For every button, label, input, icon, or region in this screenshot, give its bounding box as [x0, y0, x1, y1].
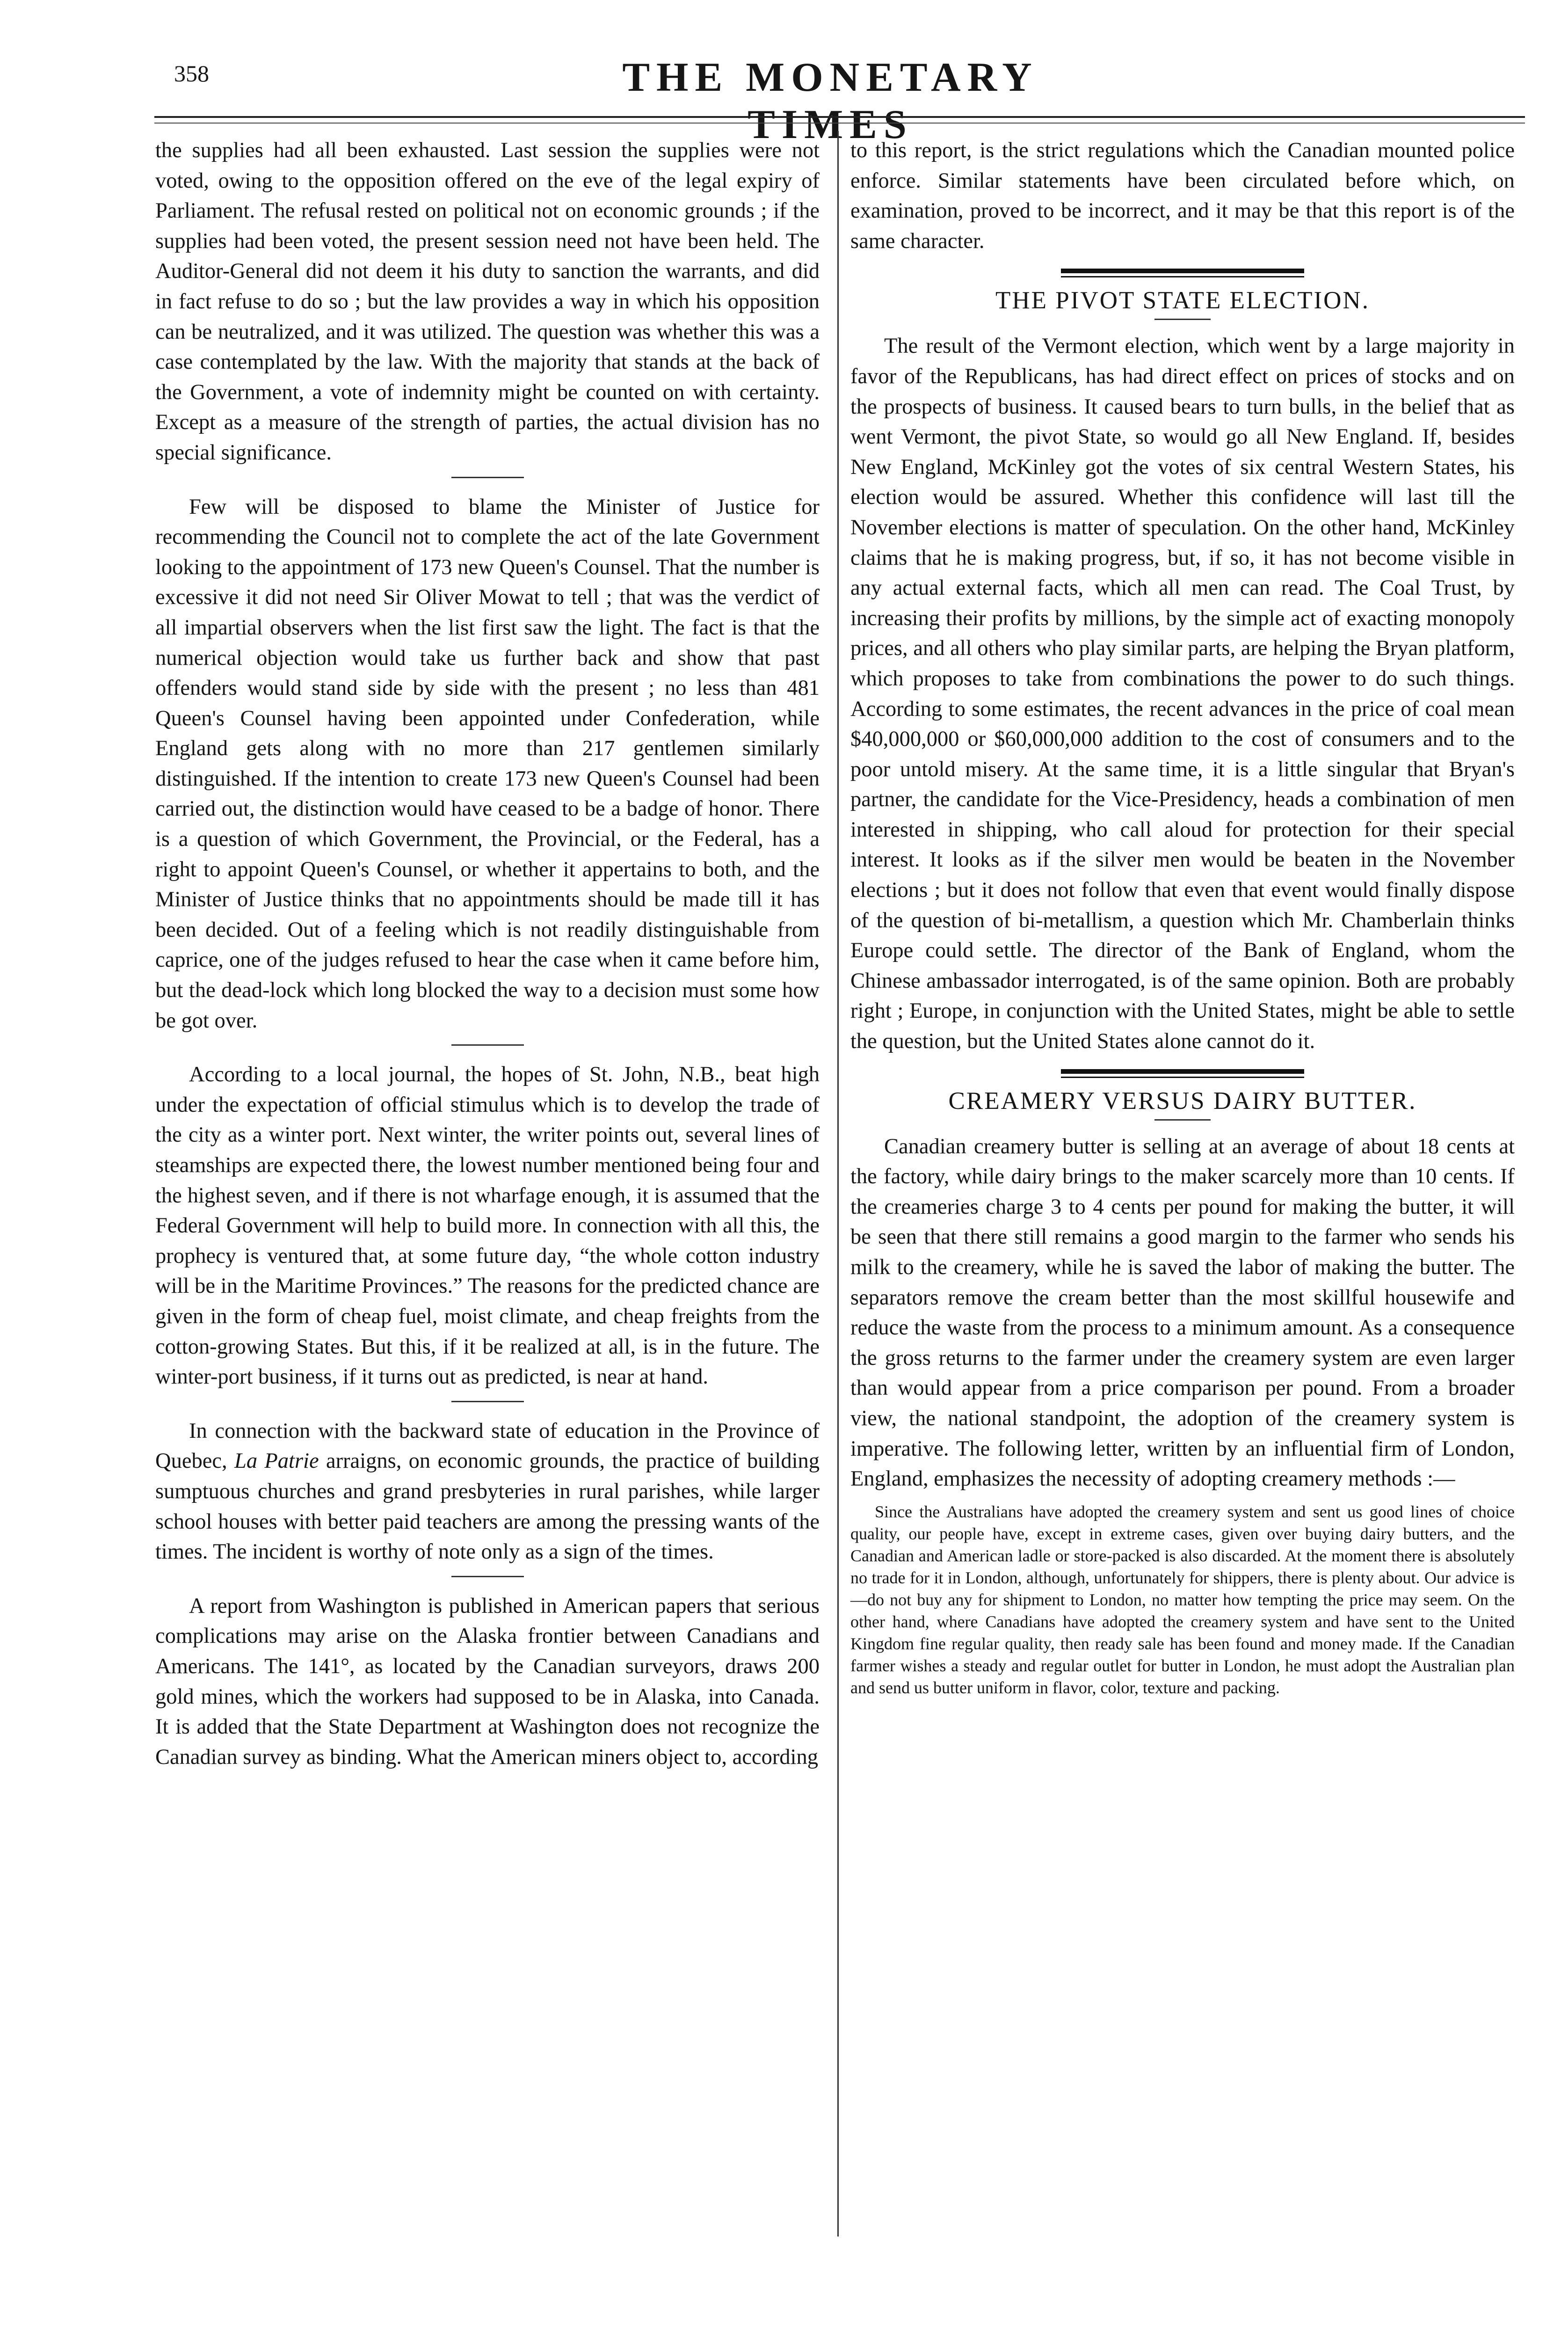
article-paragraph: Canadian creamery butter is selling at an average of about 18 cents at the factory, while dairy brings to the maker scarcely more than 10 cents. If the creameries charge 3 to 4 cents per pound for making the butter, it will be seen that there still remains a good margin to the farmer who sends his milk to the creamery, while he is saved the labor of making the butter. The separators remove the cream better than the most skillful housewife and reduce the waste from the process to a minimum amount. As a consequence the gross returns to the farmer under the creamery system are even larger than would appear from a price comparison per pound. From a broader view, the national standpoint, the adoption of the creamery system is imperative. The following letter, written by an influential firm of London, England, emphasizes the necessity of adopting creamery methods :—	[850, 1134, 1515, 1491]
section-heading: THE PIVOT STATE ELECTION.	[995, 287, 1370, 314]
article-paragraph	[155, 1416, 820, 1567]
right-column	[850, 136, 1515, 1699]
text-run: In connection with the backward state of education in the Province of Quebec,	[155, 1419, 820, 1473]
separator-rule	[451, 477, 524, 478]
article-paragraph: A report from Washington is published in American papers that serious complications may arise on the Alaska frontier between Canadians and Americans. The 141°, as located by the Canadian surveyors, draws 200 gold mines, which the workers had supposed to be in Alaska, into Canada. It is added that the State Department at Washington does not recognize the Canadian survey as binding. What the American miners object to, according	[155, 1594, 820, 1769]
header-rule-thin	[154, 123, 1525, 124]
separator-rule	[451, 1576, 524, 1577]
separator-rule	[451, 1401, 524, 1402]
section-heading: CREAMERY VERSUS DAIRY BUTTER.	[948, 1087, 1417, 1115]
separator-rule	[451, 1044, 524, 1046]
column-divider	[837, 131, 839, 2236]
masthead-title: THE MONETARY TIMES	[622, 55, 1038, 147]
header-rule	[154, 116, 1525, 118]
headline-double-rule	[1061, 1069, 1304, 1078]
heading-underline	[1154, 319, 1211, 320]
heading-underline	[1154, 1119, 1211, 1121]
quoted-letter: Since the Australians have adopted the creamery system and sent us good lines of choice quality, our people have, except in extreme cases, given over buying dairy butters, and the Canadian and American ladle or store-packed is also discarded. At the moment there is absolutely no trade for it in London, although, unfortunately for shippers, there is plenty about. Our advice is—do not buy any for shipment to London, no matter how tempting the price may seem. On the other hand, where Canadians have adopted the creamery system and have sent to the United Kingdom fine regular quality, then ready sale has been found and money made. If the Canadian farmer wishes a steady and regular outlet for butter in London, he must adopt the Australian plan and send us butter uniform in flavor, color, texture and packing.	[850, 1502, 1515, 1697]
left-column	[155, 136, 820, 1772]
article-paragraph: Few will be disposed to blame the Minister of Justice for recommending the Council not to complete the act of the late Government looking to the appointment of 173 new Queen's Counsel. That the number is excessive it did not need Sir Oliver Mowat to tell ; that was the verdict of all impartial observers when the list first saw the light. The fact is that the numerical objection would take us further back and show that past offenders would stand side by side with the present ; no less than 481 Queen's Counsel having been appointed under Confederation, while England gets along with no more than 217 gentlemen similarly distinguished. If the intention to create 173 new Queen's Counsel had been carried out, the distinction would have ceased to be a badge of honor. There is a question of which Government, the Provincial, or the Federal, has a right to appoint Queen's Counsel, or whether it appertains to both, and the Minister of Justice thinks that no appointments should be made till it has been decided. Out of a feeling which is not readily distinguishable from caprice, one of the judges refused to hear the case when it came before him, but the dead-lock which long blocked the way to a decision must some how be got over.	[155, 495, 820, 1033]
page-number: 358	[174, 60, 209, 87]
newspaper-name: La Patrie	[234, 1449, 319, 1473]
article-paragraph: According to a local journal, the hopes of St. John, N.B., beat high under the expectation of official stimulus which is to develop the trade of the city as a winter port. Next winter, the writer points out, several lines of steamships are expected there, the lowest number mentioned being four and the highest seven, and if there is not wharfage enough, it is assumed that the Federal Government will help to build more. In connection with all this, the prophecy is ventured that, at some future day, “the whole cotton industry will be in the Maritime Provinces.” The reasons for the predicted chance are given in the form of cheap fuel, moist climate, and cheap freights from the cotton-growing States. But this, if it be realized at all, is in the future. The winter-port business, if it turns out as predicted, is near at hand.	[155, 1063, 820, 1389]
article-paragraph: the supplies had all been exhausted. Last session the supplies were not voted, owing to the opposition offered on the eve of the legal expiry of Parliament. The refusal rested on political not on economic grounds ; if the supplies had been voted, the present session need not have been held. The Auditor-General did not deem it his duty to sanction the warrants, and did in fact refuse to do so ; but the law provides a way in which his opposition can be neutralized, and it was utilized. The question was whether this was a case contemplated by the law. With the majority that stands at the back of the Government, a vote of indemnity might be counted on with certainty. Except as a measure of the strength of parties, the actual division has no special significance.	[155, 138, 820, 465]
headline-double-rule	[1061, 269, 1304, 277]
article-paragraph: The result of the Vermont election, which went by a large majority in favor of the Republicans, has had direct effect on prices of stocks and on the prospects of business. It caused bears to turn bulls, in the belief that as went Vermont, the pivot State, so would go all New England. If, besides New England, McKinley got the votes of six central Western States, his election would be assured. Whether this confidence will last till the November elections is matter of speculation. On the other hand, McKinley claims that he is making progress, but, if so, it has not become visible in any actual external facts, which all men can read. The Coal Trust, by increasing their profits by millions, by the simple act of exacting monopoly prices, and all others who play similar parts, are helping the Bryan platform, which proposes to take from combinations the power to do such things. According to some estimates, the recent advances in the price of coal mean $40,000,000 or $60,000,000 addition to the cost of consumers and to the poor untold misery. At the same time, it is a little singular that Bryan's partner, the candidate for the Vice-Presidency, heads a combination of men interested in shipping, who call aloud for protection for their special interest. It looks as if the silver men would be beaten in the November elections ; but it does not follow that even that event would finally dispose of the question of bi-metallism, a question which Mr. Chamberlain thinks Europe could settle. The director of the Bank of England, whom the Chinese ambassador interrogated, is of the same opinion. Both are probably right ; Europe, in conjunction with the United States, might be able to settle the question, but the United States alone cannot do it.	[850, 334, 1515, 1054]
text-run: arraigns, on economic grounds, the practice of building sumptuous churches and grand presbyteries in rural parishes, while larger school houses with better paid teachers are among the pressing wants of the times. The incident is worthy of note only as a sign of the times.	[155, 1449, 820, 1564]
article-paragraph: to this report, is the strict regulations which the Canadian mounted police enforce. Similar statements have been circulated before which, on examination, proved to be incorrect, and it may be that this report is of the same character.	[850, 138, 1515, 253]
